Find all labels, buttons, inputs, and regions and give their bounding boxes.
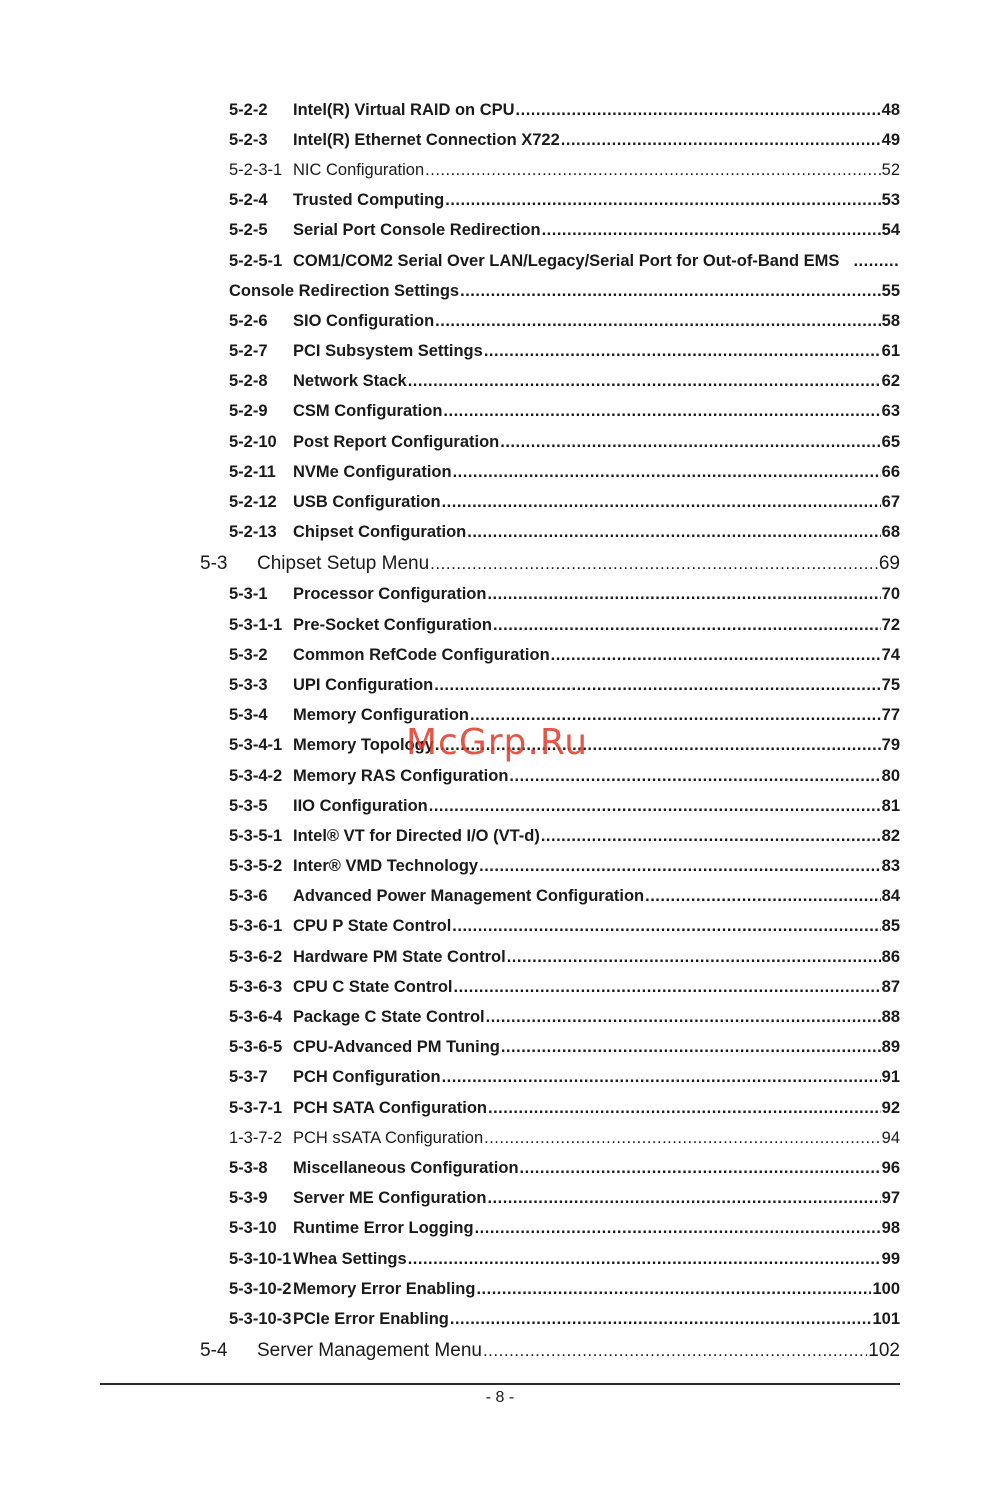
toc-entry-number: 5-2-4	[229, 191, 268, 210]
toc-entry[interactable]	[0, 1244, 1000, 1274]
toc-entry-number: 5-2-11	[229, 462, 276, 481]
toc-entry[interactable]	[0, 1033, 1000, 1063]
toc-entry-title: UPI Configuration	[293, 675, 434, 694]
toc-entry-number: 5-2-7	[229, 342, 268, 361]
toc-dot-leader	[541, 827, 881, 846]
toc-entry[interactable]	[0, 276, 1000, 306]
toc-entry-title: PCH SATA Configuration	[293, 1098, 488, 1117]
table-of-contents	[0, 95, 1000, 1367]
toc-entry-number: 5-3-6	[229, 887, 268, 906]
toc-entry-page: 89	[881, 1038, 900, 1057]
toc-dot-leader	[435, 312, 880, 331]
toc-entry[interactable]	[0, 367, 1000, 397]
toc-dot-leader	[484, 1129, 881, 1148]
toc-entry-page: 92	[881, 1098, 900, 1117]
toc-entry[interactable]	[0, 942, 1000, 972]
toc-entry-page: 69	[878, 552, 900, 574]
toc-dot-leader	[443, 402, 880, 421]
toc-entry[interactable]	[0, 1063, 1000, 1093]
watermark-logo: McGrp.Ru	[406, 722, 589, 763]
toc-entry[interactable]	[0, 155, 1000, 185]
toc-entry-number: 5-2-13	[229, 523, 277, 542]
toc-entry[interactable]	[0, 1123, 1000, 1153]
toc-entry-title: Whea Settings	[293, 1249, 407, 1268]
toc-entry-title: Server Management Menu	[257, 1339, 482, 1361]
toc-entry-page: 82	[881, 826, 900, 845]
toc-dot-leader	[509, 767, 880, 786]
toc-entry-page: 98	[881, 1219, 900, 1238]
toc-dot-leader	[460, 282, 881, 301]
toc-entry[interactable]	[0, 518, 1000, 548]
toc-entry-page: 65	[881, 432, 900, 451]
toc-entry-number: 5-3-4	[229, 706, 268, 725]
toc-entry-page: 54	[881, 221, 900, 240]
toc-entry-number: 5-2-6	[229, 311, 268, 330]
toc-entry[interactable]	[0, 731, 1000, 761]
toc-dot-leader	[408, 372, 881, 391]
toc-entry-number: 5-2-9	[229, 402, 268, 421]
toc-dot-leader	[430, 554, 878, 574]
toc-entry-number: 5-3-4-2	[229, 766, 283, 785]
toc-entry-page: 49	[881, 130, 900, 149]
toc-entry[interactable]	[0, 882, 1000, 912]
toc-entry-number: 5-3	[200, 552, 228, 574]
toc-entry-number: 5-3-6-1	[229, 917, 283, 936]
toc-entry-title: CSM Configuration	[293, 402, 443, 421]
toc-entry[interactable]	[0, 1335, 1000, 1367]
toc-entry[interactable]	[0, 761, 1000, 791]
toc-dot-leader	[452, 917, 880, 936]
toc-entry-page: 88	[881, 1008, 900, 1027]
toc-entry-page: 66	[881, 462, 900, 481]
toc-entry-number: 5-3-7-1	[229, 1098, 283, 1117]
toc-dot-leader	[853, 252, 899, 271]
toc-entry-page: 53	[881, 191, 900, 210]
toc-dot-leader	[493, 616, 881, 635]
toc-dot-leader	[486, 1008, 881, 1027]
toc-entry-title: Serial Port Console Redirection	[293, 221, 541, 240]
toc-entry-number: 5-3-7	[229, 1068, 268, 1087]
toc-dot-leader	[487, 585, 880, 604]
toc-entry[interactable]	[0, 95, 1000, 125]
toc-entry-title: Runtime Error Logging	[293, 1219, 474, 1238]
toc-entry-title: Server ME Configuration	[293, 1189, 487, 1208]
toc-entry-title: Memory Configuration	[293, 706, 469, 725]
toc-entry-title: CPU C State Control	[293, 977, 453, 996]
toc-entry-page: 58	[881, 311, 900, 330]
toc-entry-page: 68	[881, 523, 900, 542]
toc-entry[interactable]	[0, 640, 1000, 670]
toc-entry[interactable]	[0, 821, 1000, 851]
toc-entry-page: 96	[881, 1158, 900, 1177]
toc-entry[interactable]	[0, 397, 1000, 427]
toc-entry-title: Memory Error Enabling	[293, 1279, 476, 1298]
toc-dot-leader	[488, 1099, 881, 1118]
toc-entry-title: Chipset Configuration	[293, 523, 467, 542]
toc-entry-title: Intel(R) Ethernet Connection X722	[293, 130, 560, 149]
toc-entry[interactable]	[0, 246, 1000, 276]
toc-entry-title: Intel(R) Virtual RAID on CPU	[293, 100, 515, 119]
toc-dot-leader	[445, 191, 880, 210]
toc-entry-number: 5-3-1-1	[229, 615, 283, 634]
toc-entry-title: PCH Configuration	[293, 1068, 441, 1087]
toc-entry-number: 5-3-8	[229, 1158, 268, 1177]
toc-entry-number: 5-4	[200, 1339, 228, 1361]
toc-entry-page: 55	[881, 281, 900, 300]
toc-entry-title: Trusted Computing	[293, 191, 445, 210]
toc-entry-title: CPU-Advanced PM Tuning	[293, 1038, 500, 1057]
toc-entry-title: Console Redirection Settings	[229, 281, 460, 300]
toc-entry-page: 99	[881, 1249, 900, 1268]
toc-entry-title: Memory Topology	[293, 736, 434, 755]
toc-entry-title: COM1/COM2 Serial Over LAN/Legacy/Serial Port for Out-of-Band EMS	[293, 251, 840, 270]
toc-entry[interactable]	[0, 125, 1000, 155]
toc-entry-title: PCIe Error Enabling	[293, 1309, 449, 1328]
toc-dot-leader	[542, 221, 881, 240]
toc-entry[interactable]	[0, 912, 1000, 942]
toc-entry-page: 102	[868, 1339, 900, 1361]
toc-dot-leader	[408, 1250, 881, 1269]
toc-entry[interactable]	[0, 186, 1000, 216]
toc-entry-title: Inter® VMD Technology	[293, 857, 479, 876]
toc-entry-number: 5-2-8	[229, 372, 268, 391]
toc-dot-leader	[442, 493, 881, 512]
toc-entry[interactable]	[0, 548, 1000, 580]
toc-entry[interactable]	[0, 1304, 1000, 1334]
toc-entry-title: Package C State Control	[293, 1008, 485, 1027]
toc-entry-page: 48	[881, 100, 900, 119]
toc-entry-page: 86	[881, 947, 900, 966]
toc-entry-title: Hardware PM State Control	[293, 947, 506, 966]
toc-dot-leader	[475, 1219, 881, 1238]
toc-entry-number: 5-3-10-2	[229, 1279, 292, 1298]
toc-entry-title: NVMe Configuration	[293, 462, 452, 481]
toc-entry-page: 91	[881, 1068, 900, 1087]
toc-dot-leader	[435, 736, 881, 755]
toc-entry[interactable]	[0, 1214, 1000, 1244]
toc-entry[interactable]	[0, 457, 1000, 487]
toc-dot-leader	[467, 523, 880, 542]
toc-entry[interactable]	[0, 610, 1000, 640]
toc-entry-number: 5-3-9	[229, 1189, 268, 1208]
toc-dot-leader	[442, 1068, 881, 1087]
toc-entry-page: 84	[881, 887, 900, 906]
toc-entry-title: NIC Configuration	[293, 160, 425, 179]
toc-dot-leader	[501, 1038, 881, 1057]
toc-entry-page: 74	[881, 645, 900, 664]
toc-entry-page: 83	[881, 857, 900, 876]
toc-entry[interactable]	[0, 852, 1000, 882]
toc-entry-page: 80	[881, 766, 900, 785]
toc-entry-number: 5-3-5-2	[229, 857, 283, 876]
toc-dot-leader	[507, 948, 881, 967]
toc-entry-page: 75	[881, 675, 900, 694]
toc-entry[interactable]	[0, 306, 1000, 336]
toc-entry-number: 5-2-5-1	[229, 251, 283, 270]
toc-entry[interactable]	[0, 580, 1000, 610]
toc-entry-title: PCH sSATA Configuration	[293, 1128, 484, 1147]
toc-entry[interactable]	[0, 791, 1000, 821]
toc-entry[interactable]	[0, 1002, 1000, 1032]
toc-entry-page: 101	[872, 1309, 900, 1328]
toc-entry[interactable]	[0, 487, 1000, 517]
toc-entry[interactable]	[0, 670, 1000, 700]
toc-entry-number: 5-2-3-1	[229, 160, 283, 179]
toc-dot-leader	[434, 676, 880, 695]
toc-entry-title: SIO Configuration	[293, 311, 435, 330]
toc-entry-title: Network Stack	[293, 372, 407, 391]
toc-dot-leader	[450, 1310, 872, 1329]
toc-dot-leader	[484, 342, 881, 361]
toc-entry[interactable]	[0, 337, 1000, 367]
toc-entry-number: 5-3-6-5	[229, 1038, 283, 1057]
toc-dot-leader	[429, 797, 881, 816]
toc-entry-title: USB Configuration	[293, 493, 441, 512]
toc-entry[interactable]	[0, 1274, 1000, 1304]
toc-dot-leader	[425, 161, 880, 180]
toc-entry-page: 70	[881, 585, 900, 604]
toc-entry-number: 5-3-6-4	[229, 1008, 283, 1027]
toc-dot-leader	[470, 706, 881, 725]
toc-entry-title: Intel® VT for Directed I/O (VT-d)	[293, 826, 540, 845]
toc-entry-page: 85	[881, 917, 900, 936]
toc-dot-leader	[476, 1280, 871, 1299]
toc-entry-number: 5-3-2	[229, 645, 268, 664]
toc-entry[interactable]	[0, 1153, 1000, 1183]
toc-dot-leader	[551, 646, 881, 665]
toc-entry-title: Processor Configuration	[293, 585, 487, 604]
toc-entry-number: 1-3-7-2	[229, 1128, 283, 1147]
toc-dot-leader	[500, 433, 880, 452]
toc-dot-leader	[483, 1341, 867, 1361]
toc-entry-page: 61	[881, 342, 900, 361]
toc-entry-number: 5-2-12	[229, 493, 277, 512]
toc-entry-title: Miscellaneous Configuration	[293, 1158, 519, 1177]
toc-entry-number: 5-3-6-3	[229, 977, 283, 996]
page-number: - 8 -	[485, 1389, 515, 1406]
toc-entry-title: Advanced Power Management Configuration	[293, 887, 645, 906]
toc-entry-page: 100	[872, 1279, 900, 1298]
toc-entry-title: CPU P State Control	[293, 917, 452, 936]
toc-entry-title: Post Report Configuration	[293, 432, 500, 451]
toc-entry[interactable]	[0, 427, 1000, 457]
toc-entry-number: 5-2-10	[229, 432, 277, 451]
toc-entry-page: 97	[881, 1189, 900, 1208]
toc-dot-leader	[645, 887, 881, 906]
toc-entry-title: Common RefCode Configuration	[293, 645, 550, 664]
toc-dot-leader	[516, 101, 881, 120]
toc-entry-page: 94	[881, 1128, 900, 1147]
toc-entry-number: 5-3-3	[229, 675, 268, 694]
toc-entry-number: 5-3-6-2	[229, 947, 283, 966]
toc-dot-leader	[561, 131, 881, 150]
toc-entry-page: 87	[881, 977, 900, 996]
toc-entry-page: 72	[881, 615, 900, 634]
toc-entry-number: 5-3-1	[229, 585, 268, 604]
toc-entry-number: 5-3-10-3	[229, 1309, 292, 1328]
toc-dot-leader	[454, 978, 881, 997]
toc-entry-number: 5-2-3	[229, 130, 268, 149]
toc-entry-number: 5-2-5	[229, 221, 268, 240]
toc-dot-leader	[453, 463, 881, 482]
toc-entry-title: PCI Subsystem Settings	[293, 342, 483, 361]
toc-entry[interactable]	[0, 1093, 1000, 1123]
toc-entry-page: 81	[881, 796, 900, 815]
toc-entry[interactable]	[0, 1184, 1000, 1214]
toc-dot-leader	[520, 1159, 881, 1178]
toc-entry-number: 5-3-4-1	[229, 736, 283, 755]
toc-dot-leader	[487, 1189, 880, 1208]
toc-entry-title: Memory RAS Configuration	[293, 766, 509, 785]
toc-entry-page: 67	[881, 493, 900, 512]
toc-entry-number: 5-3-10-1	[229, 1249, 292, 1268]
footer-divider	[100, 1383, 900, 1385]
toc-entry-number: 5-3-5	[229, 796, 268, 815]
toc-entry[interactable]	[0, 972, 1000, 1002]
toc-entry-page: 52	[881, 160, 900, 179]
toc-entry-number: 5-2-2	[229, 100, 268, 119]
toc-entry-title: Chipset Setup Menu	[257, 552, 430, 574]
toc-entry-number: 5-3-10	[229, 1219, 277, 1238]
toc-dot-leader	[479, 857, 881, 876]
toc-entry[interactable]	[0, 701, 1000, 731]
toc-entry-page: 77	[881, 706, 900, 725]
toc-entry-page: 62	[881, 372, 900, 391]
toc-entry[interactable]	[0, 216, 1000, 246]
toc-entry-page: 79	[881, 736, 900, 755]
toc-entry-page: 63	[881, 402, 900, 421]
toc-entry-title: IIO Configuration	[293, 796, 428, 815]
toc-entry-number: 5-3-5-1	[229, 826, 283, 845]
toc-entry-title: Pre-Socket Configuration	[293, 615, 492, 634]
